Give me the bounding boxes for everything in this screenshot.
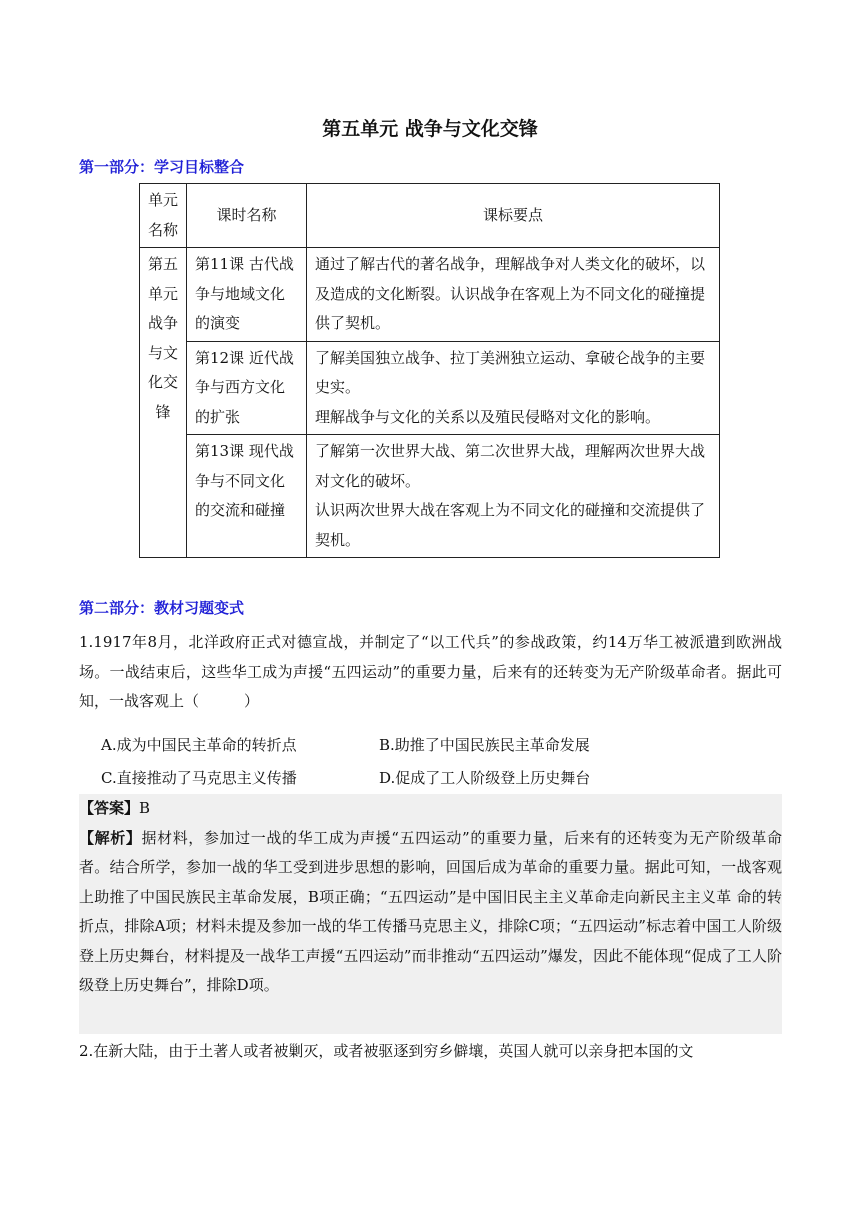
question-1-stem: 1.1917年8月，北洋政府正式对德宣战，并制定了“以工代兵”的参战政策，约14万华工被派遣到欧洲战场。一战结束后，这些华工成为声援“五四运动”的重要力量，后来有的还转变为无产阶级革命者。据此可知，一战客观上（ ） (79, 633, 782, 710)
lesson-name-cell: 第12课 近代战争与西方文化的扩张 (187, 341, 307, 435)
table-row (140, 435, 720, 558)
key-point-line: 认识两次世界大战在客观上为不同文化的碰撞和交流提供了契机。 (315, 501, 706, 549)
question-1-option-b: B.助推了中国民族民主革命发展 (379, 736, 590, 754)
lesson-name-cell: 第13课 现代战争与不同文化的交流和碰撞 (187, 435, 307, 558)
page-title: 第五单元 战争与文化交锋 (322, 118, 538, 140)
key-point-line: 理解战争与文化的关系以及殖民侵略对文化的影响。 (315, 407, 661, 426)
question-1-option-c: C.直接推动了马克思主义传播 (101, 769, 297, 787)
header-lesson-name: 课时名称 (187, 184, 307, 248)
analysis-tag: 【解析】 (79, 828, 142, 847)
key-points-cell (307, 435, 720, 558)
key-points-cell: 通过了解古代的著名战争，理解战争对人类文化的破坏，以及造成的文化断裂。认识战争在客观上为不同文化的碰撞提供了契机。 (307, 248, 720, 342)
learning-goals-table (139, 183, 720, 558)
table-row (140, 248, 720, 342)
answer-tag: 【答案】 (79, 799, 140, 817)
analysis-line (79, 824, 782, 1001)
section-heading-exercises: 第二部分：教材习题变式 (79, 599, 245, 617)
key-points-cell (307, 341, 720, 435)
key-point-line: 了解美国独立战争、拉丁美洲独立运动、拿破仑战争的主要史实。 (315, 348, 706, 396)
answer-value: B (139, 799, 151, 817)
table-header-row (140, 184, 720, 248)
header-key-points: 课标要点 (307, 184, 720, 248)
section-heading-goals: 第一部分：学习目标整合 (79, 158, 245, 176)
unit-name-cell: 第五单元战争与文化交锋 (140, 248, 187, 558)
key-point-line: 了解第一次世界大战、第二次世界大战，理解两次世界大战对文化的破坏。 (315, 442, 706, 490)
answer-analysis-box (79, 794, 782, 1034)
table-row (140, 341, 720, 435)
question-1-option-d: D.促成了工人阶级登上历史舞台 (379, 769, 591, 787)
question-1-option-a: A.成为中国民主革命的转折点 (101, 736, 297, 754)
question-2-stem: 2.在新大陆，由于土著人或者被剿灭，或者被驱逐到穷乡僻壤，英国人就可以亲身把本国的文 (79, 1042, 694, 1060)
header-unit-name: 单元名称 (140, 184, 187, 248)
analysis-text: 据材料，参加过一战的华工成为声援“五四运动”的重要力量，后来有的还转变为无产阶级革命者。结合所学，参加一战的华工受到进步思想的影响，回国后成为革命的重要力量。据此可知，一战客观上助推了中国民族民主革命发展，B项正确；“五四运动”是中国旧民主主义革命走向新民主主义革 命的转折点，排除A项；材料未提及参加一战的华工传播马克思主义，排除C项；“五四运动”标志着中国工人阶级登上历史舞台，材料提及一战华工声援“五四运动”而非推动“五四运动”爆发，因此不能体现“促成了工人阶级登上历史舞台”，排除D项。 (79, 828, 782, 994)
answer-line (79, 794, 782, 824)
lesson-name-cell: 第11课 古代战争与地域文化的演变 (187, 248, 307, 342)
